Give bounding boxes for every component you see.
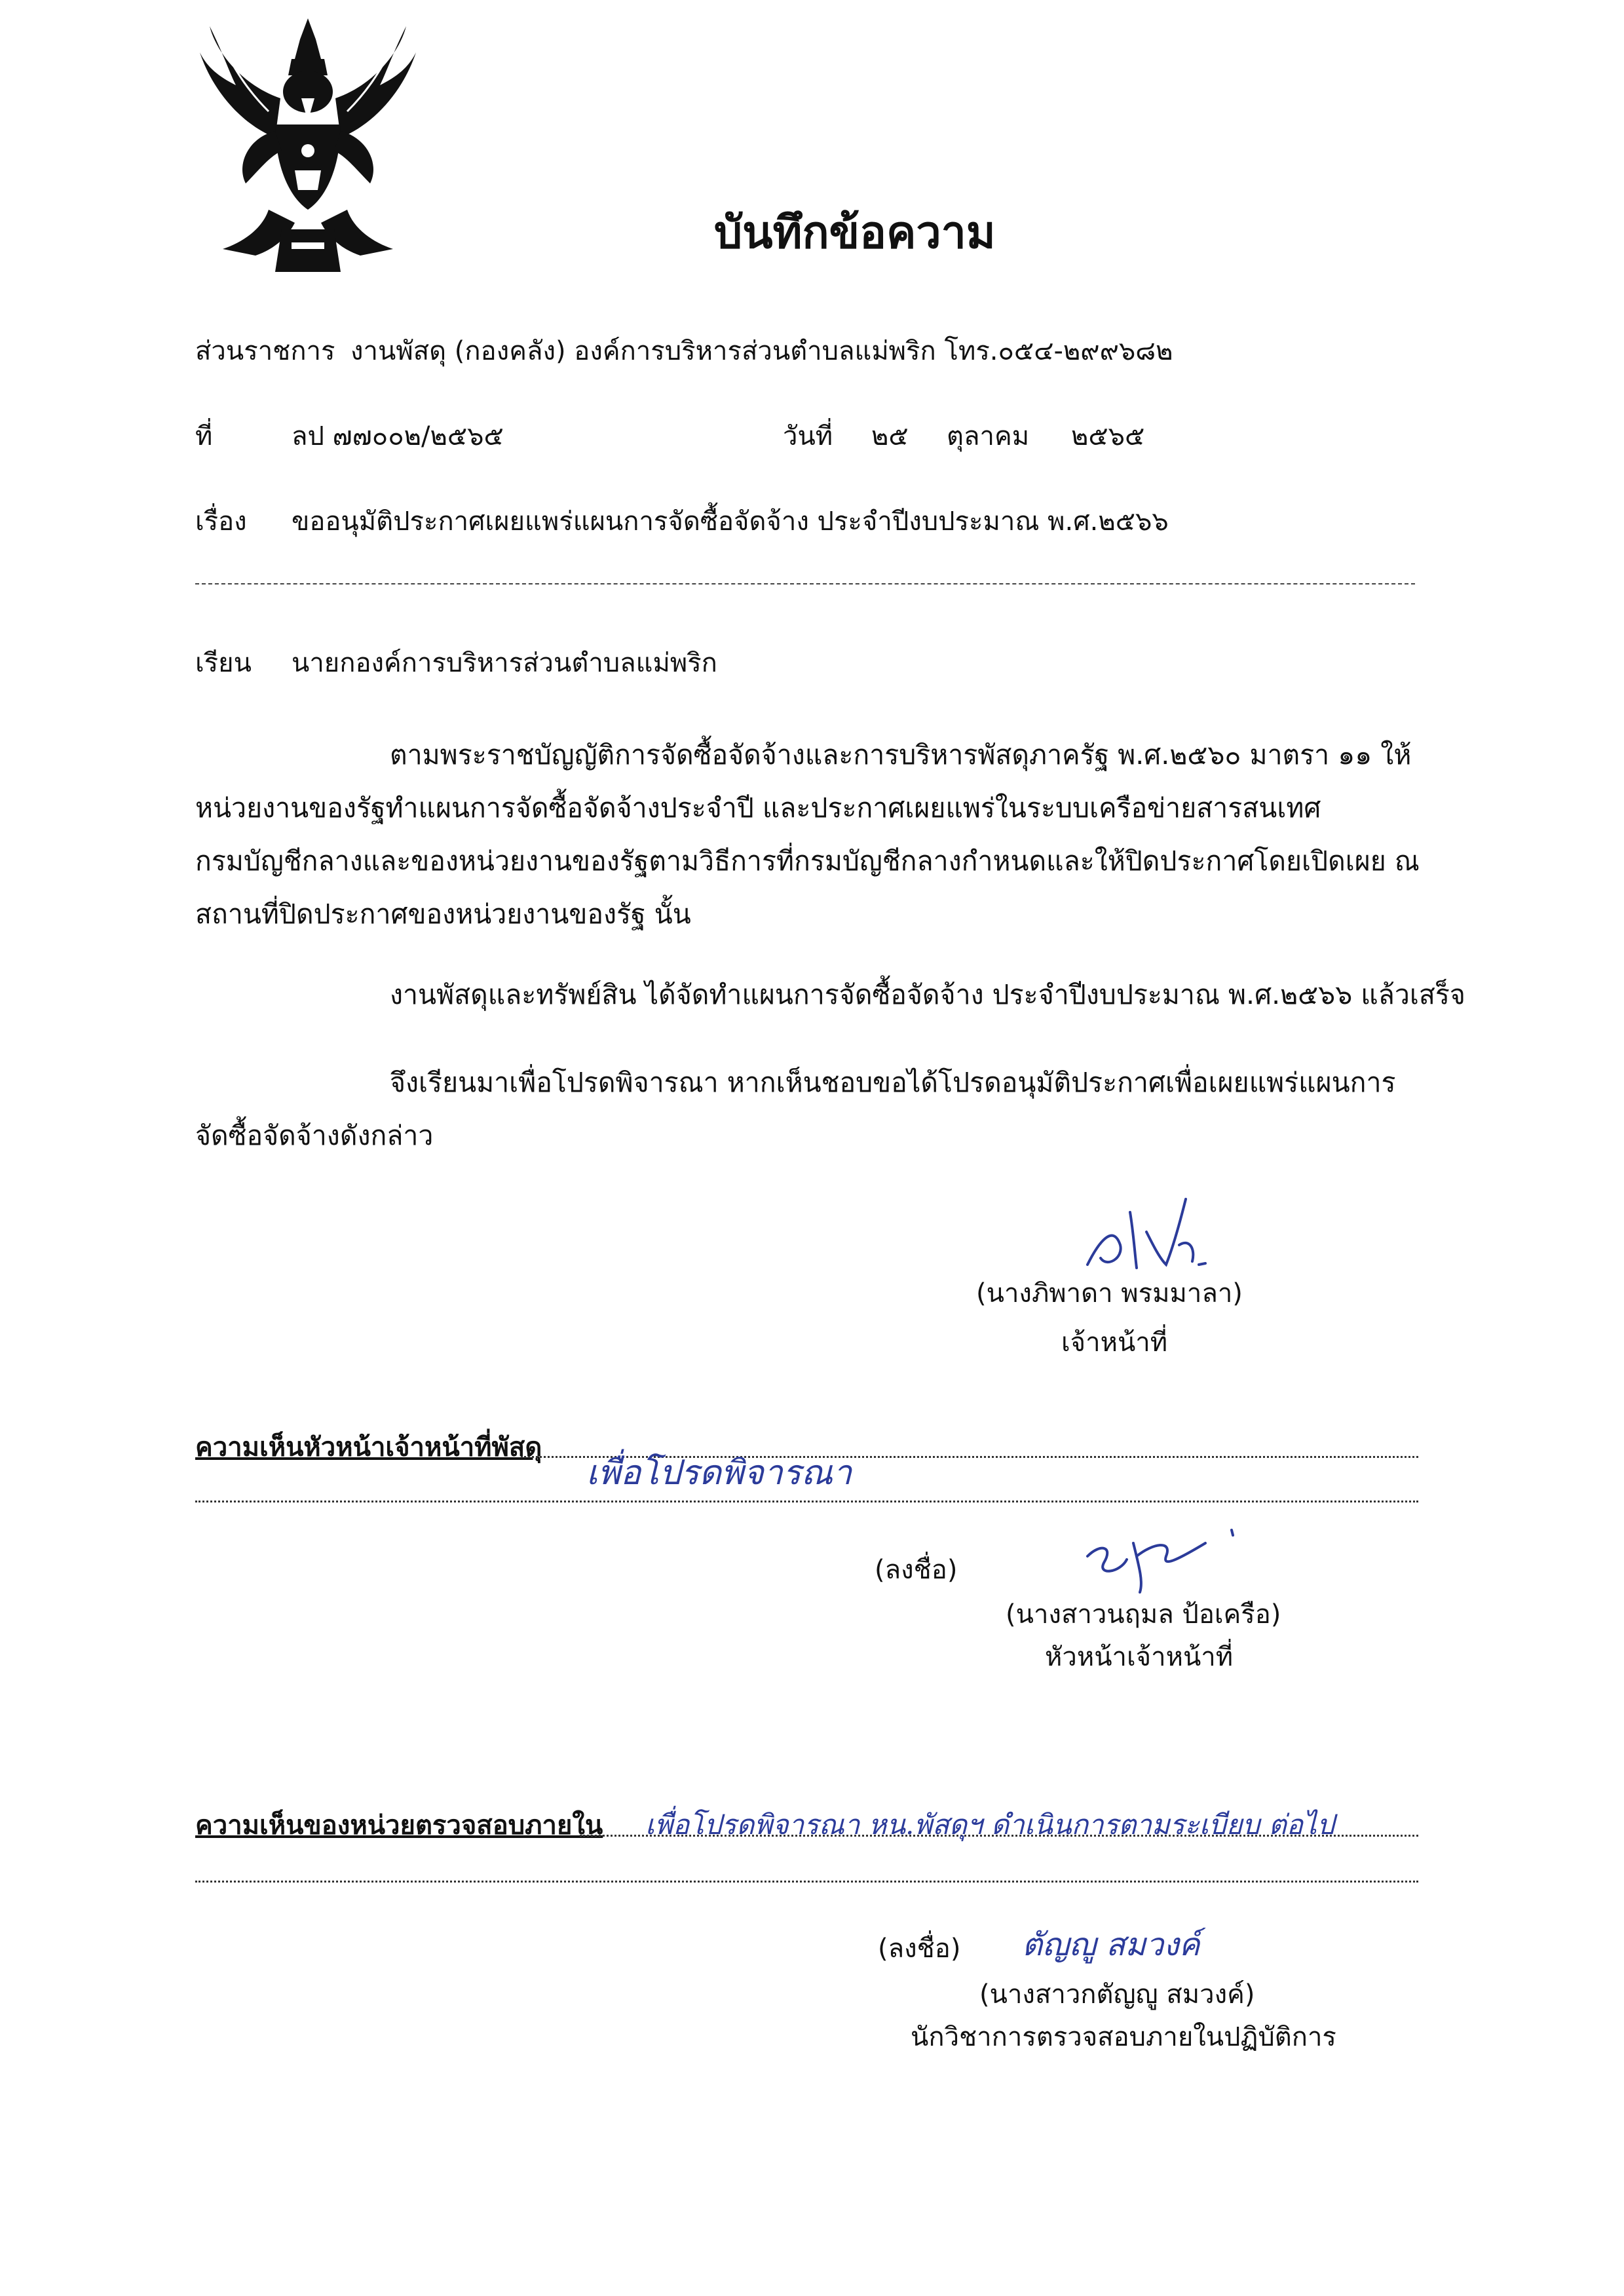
body-paragraph-3-line-2: จัดซื้อจัดจ้างดังกล่าว	[195, 1120, 434, 1151]
signer-1-position: เจ้าหน้าที่	[1061, 1328, 1168, 1358]
agency-label: ส่วนราชการ	[195, 336, 335, 366]
handwritten-opinion-3: เพื่อโปรดพิจารณา หน.พัสดุฯ ดำเนินการตามระเบียบ ต่อไป	[645, 1808, 1334, 1841]
date-month: ตุลาคม	[947, 421, 1030, 451]
signer-2-position: หัวหน้าเจ้าหน้าที่	[1045, 1642, 1234, 1672]
signer-1-name: (นางภิพาดา พรมมาลา)	[976, 1278, 1243, 1309]
agency-value: งานพัสดุ (กองคลัง) องค์การบริหารส่วนตำบลแม่พริก โทร.๐๕๔-๒๙๙๖๘๒	[350, 336, 1173, 366]
body-paragraph-3-line-1: จึงเรียนมาเพื่อโปรดพิจารณา หากเห็นชอบขอได้โปรดอนุมัติประกาศเพื่อเผยแพร่แผนการ	[390, 1067, 1396, 1098]
signature-2	[1074, 1517, 1271, 1596]
section-3-heading: ความเห็นของหน่วยตรวจสอบภายใน	[195, 1810, 603, 1841]
dotted-line	[195, 1881, 1418, 1883]
section-2-heading: ความเห็นหัวหน้าเจ้าหน้าที่พัสดุ	[195, 1432, 542, 1463]
document-title: บันทึกข้อความ	[714, 207, 996, 259]
subject-value: ขออนุมัติประกาศเผยแพร่แผนการจัดซื้อจัดจ้าง ประจำปีงบประมาณ พ.ศ.๒๕๖๖	[292, 507, 1169, 537]
body-paragraph-1-line-3: กรมบัญชีกลางและของหน่วยงานของรัฐตามวิธีการที่กรมบัญชีกลางกำหนดและให้ปิดประกาศโดยเปิดเผย ณ	[195, 845, 1420, 877]
signer-3-position: นักวิชาการตรวจสอบภายในปฏิบัติการ	[911, 2022, 1336, 2052]
body-paragraph-1-line-1: ตามพระราชบัญญัติการจัดซื้อจัดจ้างและการบริหารพัสดุภาครัฐ พ.ศ.๒๕๖๐ มาตรา ๑๑ ให้	[390, 739, 1412, 771]
date-year: ๒๕๖๕	[1071, 421, 1145, 451]
dotted-line	[195, 1501, 1418, 1502]
to-value: นายกองค์การบริหารส่วนตำบลแม่พริก	[292, 648, 717, 678]
subject-label: เรื่อง	[195, 507, 247, 537]
signer-3-name: (นางสาวกตัญญู สมวงค์)	[979, 1980, 1255, 2010]
body-paragraph-1-line-4: สถานที่ปิดประกาศของหน่วยงานของรัฐ นั้น	[195, 898, 691, 930]
sign-label-3: (ลงชื่อ)	[878, 1934, 961, 1964]
body-paragraph-1-line-2: หน่วยงานของรัฐทำแผนการจัดซื้อจัดจ้างประจำปี และประกาศเผยแพร่ในระบบเครือข่ายสารสนเทศ	[195, 792, 1321, 824]
date-label: วันที่	[783, 421, 833, 451]
ref-value: ลป ๗๗๐๐๒/๒๕๖๕	[292, 421, 504, 451]
signer-2-name: (นางสาวนฤมล ป้อเครือ)	[1006, 1599, 1281, 1630]
sign-label-2: (ลงชื่อ)	[875, 1555, 958, 1585]
body-paragraph-2: งานพัสดุและทรัพย์สิน ได้จัดทำแผนการจัดซื้อจัดจ้าง ประจำปีงบประมาณ พ.ศ.๒๕๖๖ แล้วเสร็จ	[390, 979, 1465, 1010]
to-label: เรียน	[195, 648, 252, 678]
ref-label: ที่	[195, 421, 213, 451]
header-divider	[195, 583, 1415, 584]
signature-1	[1074, 1186, 1245, 1284]
handwritten-opinion-2: เพื่อโปรดพิจารณา	[586, 1453, 852, 1493]
signature-3: ตัญญู สมวงค์	[1022, 1926, 1200, 1963]
garuda-emblem	[197, 13, 419, 282]
date-day: ๒๕	[871, 421, 909, 451]
